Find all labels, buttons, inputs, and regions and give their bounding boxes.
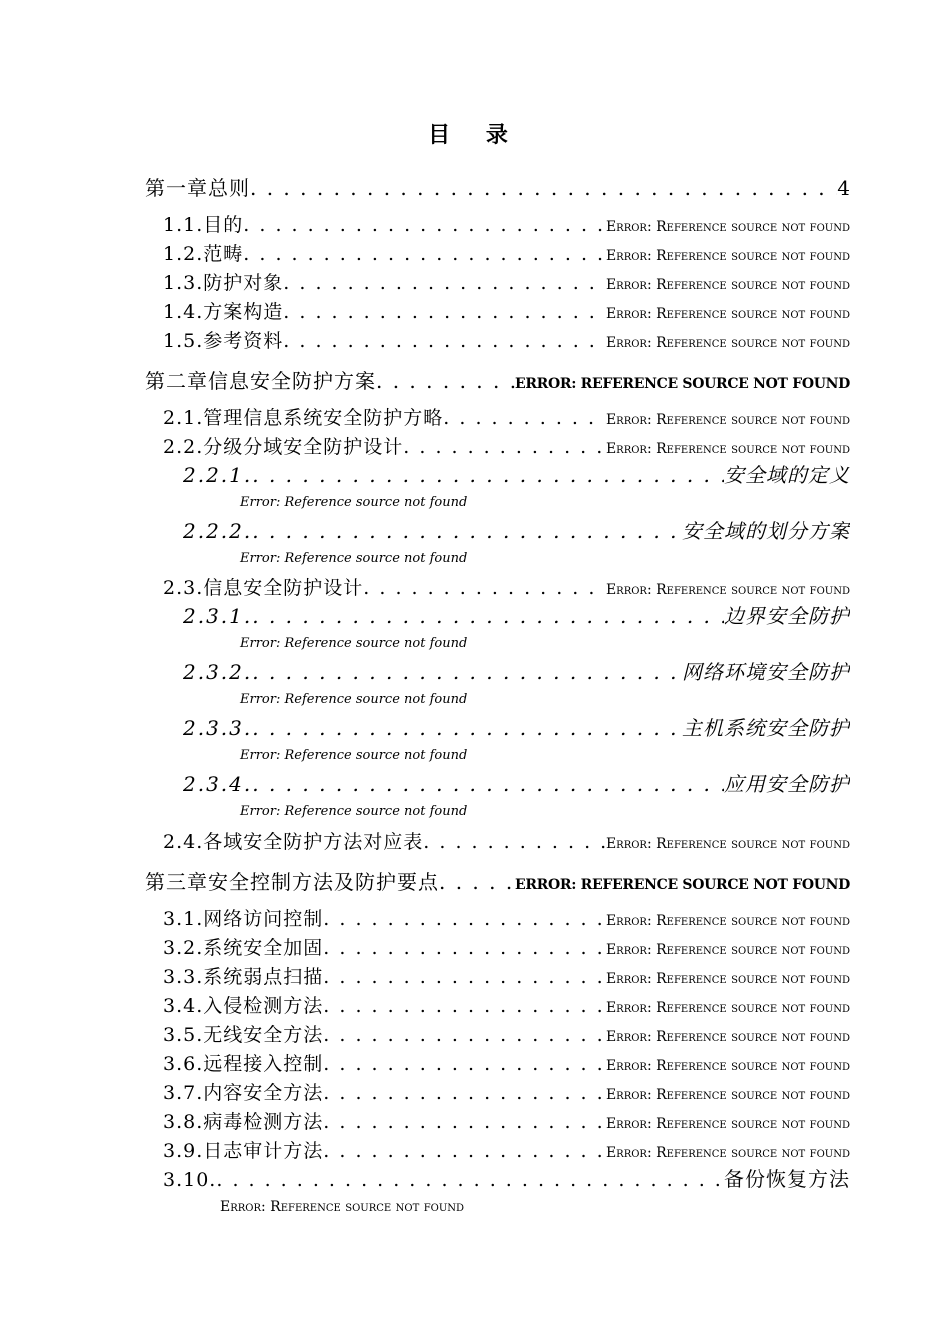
toc-entry-label: 系统弱点扫描 [203,966,324,988]
toc-leader-dots [403,436,606,458]
toc-error-note: Error: Reference source not found [240,636,468,651]
toc-entry-number: 1.4. [163,301,204,323]
toc-entry-number: 2.3.3. [183,716,253,740]
toc-page-error: Error: Reference source not found [605,1058,850,1074]
toc-leader-dots [363,577,606,599]
toc-leader-dots [323,1111,606,1133]
toc-entry-number: 2.4. [163,831,204,853]
toc-leader-dots [423,831,606,853]
toc-page-error: Error: Reference source not found [605,1116,850,1132]
toc-entry-1-1[interactable] [163,210,850,240]
toc-entry-1-3[interactable] [163,268,850,298]
toc-entry-3-4[interactable] [163,991,850,1021]
toc-entry-2-1[interactable] [163,403,850,433]
toc-leader-dots [439,870,515,894]
toc-entry-2-4[interactable] [163,827,850,857]
toc-entry-label: 分级分域安全防护设计 [203,436,404,458]
toc-entry-number: 3.9. [163,1140,204,1162]
toc-page-error: Error: Reference source not found [605,441,850,457]
toc-leader-dots [216,1169,724,1191]
toc-page-error: Error: Reference source not found [605,971,850,987]
toc-entry-2-3-3[interactable] [183,712,850,742]
toc-chapter-label: 第一章总则 [145,176,250,200]
toc-page-error: Error: Reference source not found [605,1029,850,1045]
toc-entry-number: 2.3.1. [183,604,253,628]
toc-leader-dots [252,604,724,628]
toc-leader-dots [283,272,606,294]
toc-leader-dots [252,772,724,796]
toc-entry-number: 3.6. [163,1053,204,1075]
toc-entry-number: 2.2.2. [183,519,253,543]
toc-leader-dots [323,995,606,1017]
toc-entry-title: 备份恢复方法 [724,1167,850,1191]
toc-entry-label: 参考资料 [203,330,284,352]
toc-error-note: Error: Reference source not found [240,495,468,510]
toc-page-number: 4 [837,176,850,200]
toc-leader-dots [243,243,606,265]
toc-entry-number: 1.2. [163,243,204,265]
toc-entry-2-3[interactable] [163,573,850,603]
toc-error-note: Error: Reference source not found [240,692,468,707]
toc-page-error: ERROR: REFERENCE SOURCE NOT FOUND [514,376,850,392]
toc-entry-number: 3.10. [163,1169,217,1191]
toc-error-note: Error: Reference source not found [220,1199,465,1215]
toc-leader-dots [250,176,837,200]
toc-chapter-2[interactable] [145,365,850,395]
toc-entry-title: 安全域的划分方案 [682,519,850,543]
toc-entry-3-2[interactable] [163,933,850,963]
toc-entry-number: 3.1. [163,908,204,930]
toc-leader-dots [443,407,606,429]
toc-entry-2-2[interactable] [163,432,850,462]
toc-leader-dots [323,1024,606,1046]
toc-entry-label: 内容安全方法 [203,1082,324,1104]
toc-leader-dots [323,966,606,988]
toc-leader-dots [323,937,606,959]
toc-entry-2-3-1[interactable] [183,600,850,630]
toc-entry-3-6[interactable] [163,1049,850,1079]
toc-entry-2-3-2[interactable] [183,656,850,686]
toc-entry-3-7[interactable] [163,1078,850,1108]
toc-page-error: Error: Reference source not found [605,1087,850,1103]
toc-entry-label: 防护对象 [203,272,284,294]
toc-leader-dots [252,463,724,487]
toc-leader-dots [376,369,515,393]
toc-entry-label: 信息安全防护设计 [203,577,364,599]
toc-chapter-label: 第二章信息安全防护方案 [145,369,376,393]
toc-entry-label: 日志审计方法 [203,1140,324,1162]
toc-entry-label: 目的 [203,214,244,236]
toc-entry-3-10[interactable] [163,1163,850,1193]
toc-entry-1-4[interactable] [163,297,850,327]
toc-entry-number: 2.2. [163,436,204,458]
toc-entry-label: 各域安全防护方法对应表 [203,831,424,853]
toc-page-error: Error: Reference source not found [605,248,850,264]
toc-page-error: Error: Reference source not found [605,913,850,929]
toc-entry-3-1[interactable] [163,904,850,934]
toc-entry-title: 应用安全防护 [724,772,850,796]
toc-page-error: Error: Reference source not found [605,277,850,293]
toc-leader-dots [323,908,606,930]
toc-entry-number: 1.5. [163,330,204,352]
toc-leader-dots [283,330,606,352]
toc-entry-number: 3.3. [163,966,204,988]
toc-leader-dots [252,519,682,543]
toc-leader-dots [323,1140,606,1162]
toc-page-error: Error: Reference source not found [605,335,850,351]
toc-leader-dots [323,1053,606,1075]
toc-entry-label: 范畴 [203,243,244,265]
toc-leader-dots [323,1082,606,1104]
toc-entry-3-3[interactable] [163,962,850,992]
toc-entry-label: 管理信息系统安全防护方略 [203,407,444,429]
toc-entry-number: 3.4. [163,995,204,1017]
toc-entry-title: 安全域的定义 [724,463,850,487]
toc-page-error: Error: Reference source not found [605,836,850,852]
toc-entry-number: 3.5. [163,1024,204,1046]
toc-entry-label: 系统安全加固 [203,937,324,959]
toc-entry-3-9[interactable] [163,1136,850,1166]
toc-page-error: Error: Reference source not found [605,1145,850,1161]
toc-entry-1-5[interactable] [163,326,850,356]
toc-entry-2-2-2[interactable] [183,515,850,545]
toc-entry-label: 病毒检测方法 [203,1111,324,1133]
toc-entry-1-2[interactable] [163,239,850,269]
toc-chapter-3[interactable] [145,866,850,896]
toc-chapter-label: 第三章安全控制方法及防护要点 [145,870,439,894]
toc-page-error: Error: Reference source not found [605,582,850,598]
toc-leader-dots [283,301,606,323]
toc-title: 目 录 [428,122,522,148]
toc-page-error: ERROR: REFERENCE SOURCE NOT FOUND [514,877,850,893]
toc-page-error: Error: Reference source not found [605,1000,850,1016]
toc-entry-3-5[interactable] [163,1020,850,1050]
toc-entry-number: 3.7. [163,1082,204,1104]
toc-entry-number: 1.1. [163,214,204,236]
toc-chapter-1[interactable] [145,172,850,202]
toc-page-error: Error: Reference source not found [605,942,850,958]
toc-entry-title: 网络环境安全防护 [682,660,850,684]
toc-entry-title: 边界安全防护 [724,604,850,628]
toc-page-error: Error: Reference source not found [605,306,850,322]
toc-entry-2-3-4[interactable] [183,768,850,798]
toc-leader-dots [252,660,682,684]
toc-entry-label: 远程接入控制 [203,1053,324,1075]
toc-entry-label: 无线安全方法 [203,1024,324,1046]
toc-page-error: Error: Reference source not found [605,412,850,428]
toc-entry-number: 1.3. [163,272,204,294]
toc-entry-2-2-1[interactable] [183,459,850,489]
toc-entry-title: 主机系统安全防护 [682,716,850,740]
toc-leader-dots [243,214,606,236]
toc-entry-label: 方案构造 [203,301,284,323]
toc-entry-number: 2.3.4. [183,772,253,796]
toc-entry-label: 网络访问控制 [203,908,324,930]
toc-entry-number: 3.2. [163,937,204,959]
toc-entry-number: 2.1. [163,407,204,429]
toc-entry-number: 2.3. [163,577,204,599]
toc-error-note: Error: Reference source not found [240,748,468,763]
toc-error-note: Error: Reference source not found [240,551,468,566]
toc-entry-number: 2.3.2. [183,660,253,684]
toc-entry-label: 入侵检测方法 [203,995,324,1017]
toc-page-error: Error: Reference source not found [605,219,850,235]
toc-error-note: Error: Reference source not found [240,804,468,819]
toc-entry-3-8[interactable] [163,1107,850,1137]
toc-entry-number: 3.8. [163,1111,204,1133]
toc-leader-dots [252,716,682,740]
toc-entry-number: 2.2.1. [183,463,253,487]
